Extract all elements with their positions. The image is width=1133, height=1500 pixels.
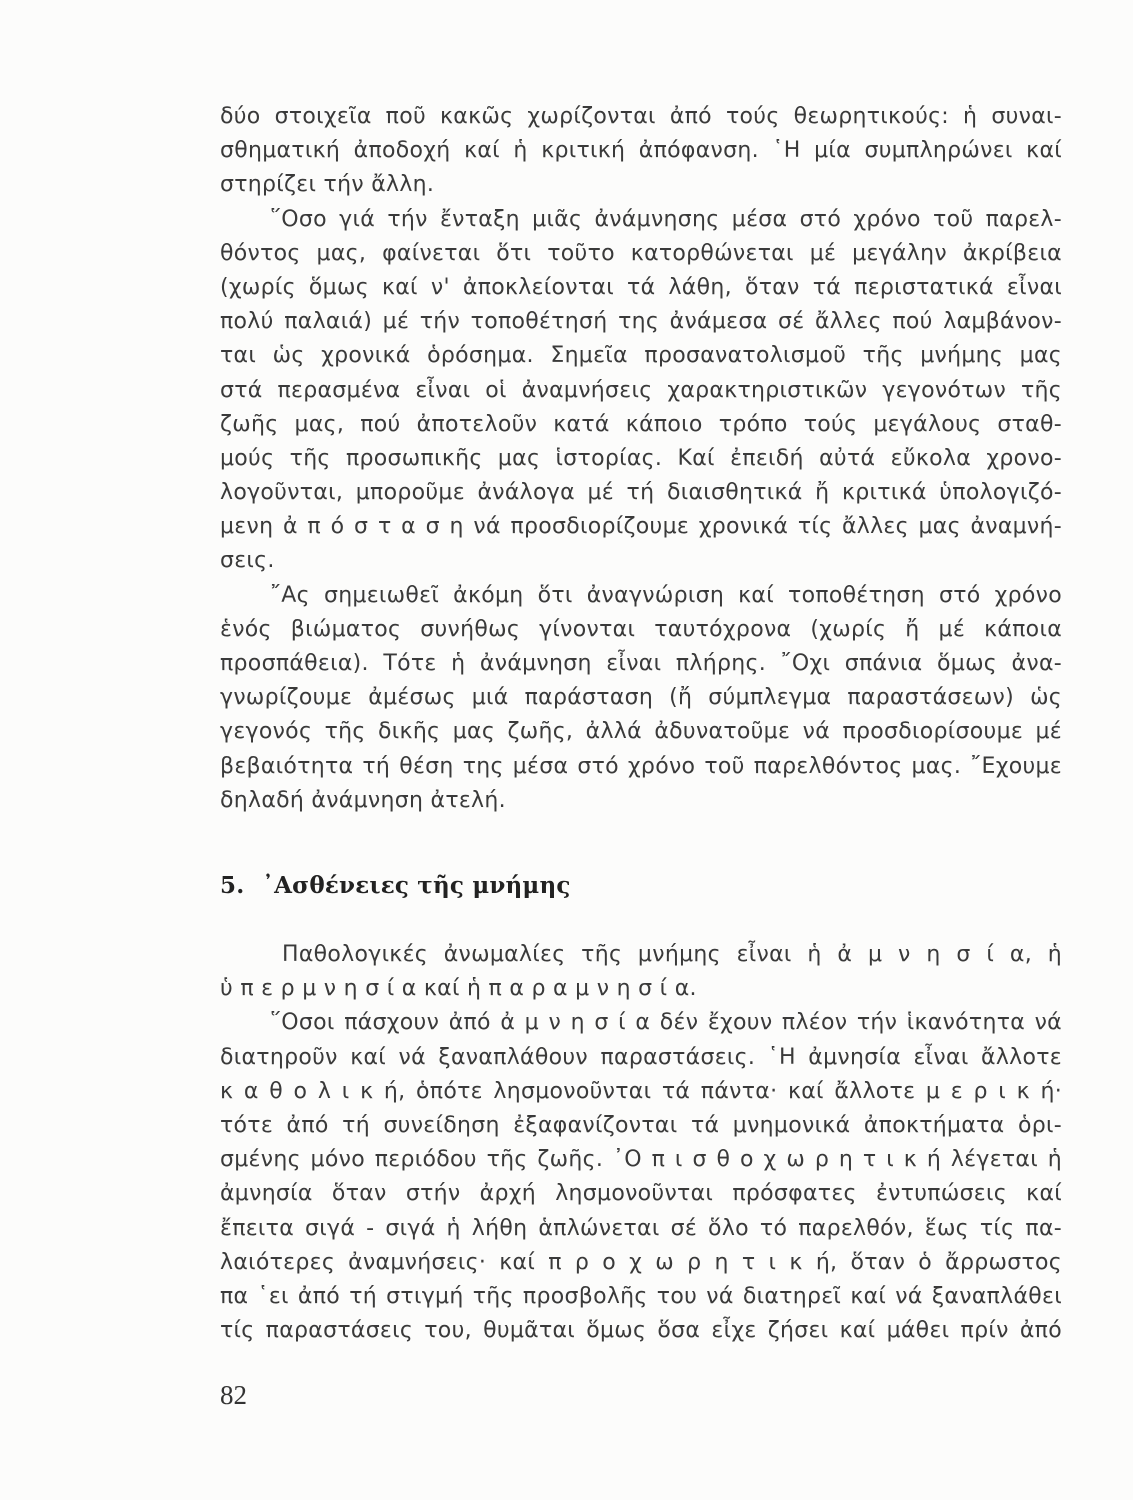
section-title: ᾿Ασθένειες τῆς μνήμης xyxy=(262,872,571,899)
text-line: λαιότερες ἀναμνήσεις· καί π ρ ο χ ω ρ η τ ι κ ή, ὅταν ὁ ἄρρωστος xyxy=(220,1249,1062,1275)
text-line: βεβαιότητα τή θέση της μέσα στό χρόνο τοῦ παρελθόντος μας. ῎Εχουμε xyxy=(220,753,1062,779)
text-line: ῞Οσοι πάσχουν ἀπό ἀ μ ν η σ ί α δέν ἔχουν πλέον τήν ἱκανότητα νά xyxy=(270,1010,1062,1036)
text-line: ζωῆς μας, πού ἀποτελοῦν κατά κάποιο τρόπο τούς μεγάλους σταθ- xyxy=(220,411,1062,437)
text-line: λογοῦνται, μποροῦμε ἀνάλογα μέ τή διαισθητικά ἤ κριτικά ὑπολογιζό- xyxy=(220,480,1062,506)
text-line: θόντος μας, φαίνεται ὅτι τοῦτο κατορθώνεται μέ μεγάλην ἀκρίβεια xyxy=(220,240,1062,266)
text-line: δηλαδή ἀνάμνηση ἀτελή. xyxy=(220,787,506,813)
text-line: ἔπειτα σιγά - σιγά ἡ λήθη ἁπλώνεται σέ ὅλο τό παρελθόν, ἕως τίς πα- xyxy=(220,1215,1062,1241)
body-text-block-1 xyxy=(220,100,1062,818)
text-line: σεις. xyxy=(220,548,275,574)
text-line: πολύ παλαιά) μέ τήν τοποθέτησή της ἀνάμεσα σέ ἄλλες πού λαμβάνον- xyxy=(220,309,1062,335)
text-line: ῎Ας σημειωθεῖ ἀκόμη ὅτι ἀναγνώριση καί τοποθέτηση στό χρόνο xyxy=(270,582,1062,608)
body-text-block-2 xyxy=(220,938,1062,1348)
text-line: πα ῾ει ἀπό τή στιγμή τῆς προσβολῆς του νά διατηρεῖ καί νά ξαναπλάθει xyxy=(220,1283,1062,1309)
section-number: 5. xyxy=(220,872,245,899)
text-line: γεγονός τῆς δικῆς μας ζωῆς, ἀλλά ἀδυνατοῦμε νά προσδιορίσουμε μέ xyxy=(220,719,1062,745)
text-line: μούς τῆς προσωπικῆς μας ἱστορίας. Καί ἐπειδή αὐτά εὔκολα χρονο- xyxy=(220,445,1062,471)
text-line: κ α θ ο λ ι κ ή, ὁπότε λησμονοῦνται τά πάντα· καί ἄλλοτε μ ε ρ ι κ ή· xyxy=(220,1078,1062,1104)
section-heading xyxy=(220,872,571,899)
text-line: διατηροῦν καί νά ξαναπλάθουν παραστάσεις. ῾Η ἀμνησία εἶναι ἄλλοτε xyxy=(220,1044,1062,1070)
text-line: ται ὡς χρονικά ὁρόσημα. Σημεῖα προσανατολισμοῦ τῆς μνήμης μας xyxy=(220,343,1062,369)
text-line: Παθολογικές ἀνωμαλίες τῆς μνήμης εἶναι ἡ ἀ μ ν η σ ί α, ἡ xyxy=(282,942,1062,967)
text-line: τότε ἀπό τή συνείδηση ἐξαφανίζονται τά μνημονικά ἀποκτήματα ὁρι- xyxy=(220,1112,1062,1138)
text-line: τίς παραστάσεις του, θυμᾶται ὅμως ὅσα εἶχε ζήσει καί μάθει πρίν ἀπό xyxy=(220,1318,1062,1344)
text-line: σμένης μόνο περιόδου τῆς ζωῆς. ᾿Ο π ι σ θ ο χ ω ρ η τ ι κ ή λέγεται ἡ xyxy=(220,1147,1062,1173)
text-line: προσπάθεια). Τότε ἡ ἀνάμνηση εἶναι πλήρης. ῎Οχι σπάνια ὅμως ἀνα- xyxy=(220,651,1062,676)
text-line: (χωρίς ὅμως καί ν' ἀποκλείονται τά λάθη, ὅταν τά περιστατικά εἶναι xyxy=(220,274,1062,300)
text-line: στά περασμένα εἶναι οἱ ἀναμνήσεις χαρακτηριστικῶν γεγονότων τῆς xyxy=(220,377,1062,403)
text-line: ἀμνησία ὅταν στήν ἀρχή λησμονοῦνται πρόσφατες ἐντυπώσεις καί xyxy=(220,1181,1062,1207)
text-line: ἑνός βιώματος συνήθως γίνονται ταυτόχρονα (χωρίς ἤ μέ κάποια xyxy=(220,616,1062,642)
text-line: δύο στοιχεῖα ποῦ κακῶς χωρίζονται ἀπό τούς θεωρητικούς: ἡ συναι- xyxy=(220,104,1062,129)
text-line: μενη ἀ π ό σ τ α σ η νά προσδιορίζουμε χρονικά τίς ἄλλες μας ἀναμνή- xyxy=(220,514,1062,540)
text-line: ῞Οσο γιά τήν ἔνταξη μιᾶς ἀνάμνησης μέσα στό χρόνο τοῦ παρελ- xyxy=(270,206,1062,232)
page-number: 82 xyxy=(220,1380,247,1410)
text-line: γνωρίζουμε ἀμέσως μιά παράσταση (ἤ σύμπλεγμα παραστάσεων) ὡς xyxy=(220,685,1062,711)
text-line: ὑ π ε ρ μ ν η σ ί α καί ἡ π α ρ α μ ν η σ ί α. xyxy=(220,976,697,1002)
text-line: στηρίζει τήν ἄλλη. xyxy=(220,172,435,198)
text-line: σθηματική ἀποδοχή καί ἡ κριτική ἀπόφανση. ῾Η μία συμπληρώνει καί xyxy=(220,138,1062,164)
